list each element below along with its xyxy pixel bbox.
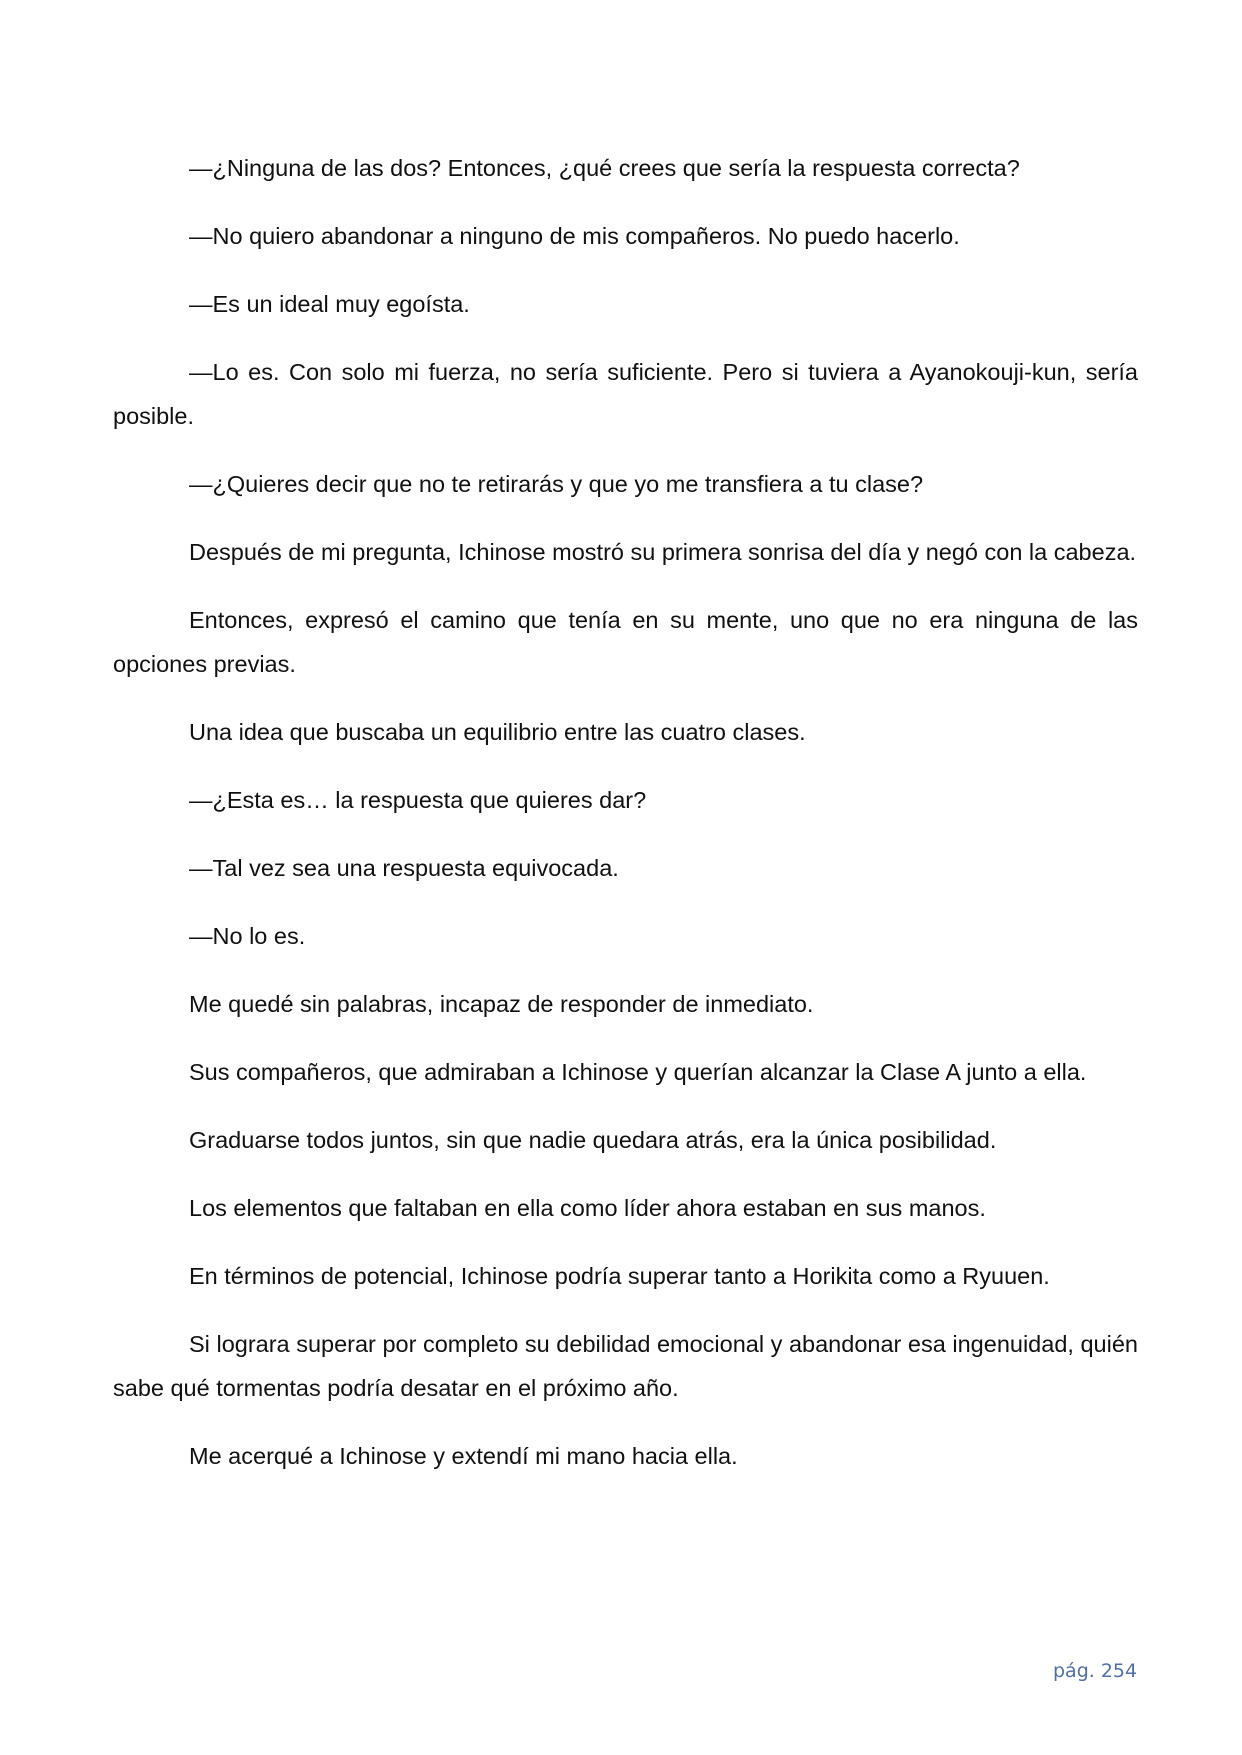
paragraph: En términos de potencial, Ichinose podría superar tanto a Horikita como a Ryuuen. (189, 1263, 1050, 1289)
paragraph: Me acerqué a Ichinose y extendí mi mano hacia ella. (189, 1443, 738, 1469)
paragraph: —Tal vez sea una respuesta equivocada. (189, 855, 619, 881)
paragraph: —¿Esta es… la respuesta que quieres dar? (189, 787, 647, 813)
paragraph: Graduarse todos juntos, sin que nadie quedara atrás, era la única posibilidad. (189, 1127, 997, 1153)
paragraph: —No lo es. (189, 923, 306, 949)
paragraph: —Es un ideal muy egoísta. (189, 291, 470, 317)
paragraph: —¿Ninguna de las dos? Entonces, ¿qué crees que sería la respuesta correcta? (189, 155, 1020, 181)
paragraph: —¿Quieres decir que no te retirarás y que yo me transfiera a tu clase? (189, 471, 924, 497)
paragraph: —No quiero abandonar a ninguno de mis compañeros. No puedo hacerlo. (189, 223, 960, 249)
paragraph: Una idea que buscaba un equilibrio entre las cuatro clases. (189, 719, 806, 745)
page-number: pág. 254 (1053, 1660, 1138, 1682)
document-body (113, 146, 1138, 1502)
paragraph: Después de mi pregunta, Ichinose mostró su primera sonrisa del día y negó con la cabeza. (189, 539, 1137, 565)
paragraph: Los elementos que faltaban en ella como líder ahora estaban en sus manos. (189, 1195, 986, 1221)
paragraph: —Lo es. Con solo mi fuerza, no sería suficiente. Pero si tuviera a Ayanokouji-kun, sería posible. (113, 359, 1138, 429)
paragraph: Entonces, expresó el camino que tenía en su mente, uno que no era ninguna de las opciones previas. (113, 607, 1138, 677)
paragraph: Me quedé sin palabras, incapaz de responder de inmediato. (189, 991, 814, 1017)
paragraph: Si lograra superar por completo su debilidad emocional y abandonar esa ingenuidad, quién sabe qué tormentas podría desatar en el próximo año. (113, 1331, 1138, 1401)
paragraph: Sus compañeros, que admiraban a Ichinose y querían alcanzar la Clase A junto a ella. (189, 1059, 1087, 1085)
